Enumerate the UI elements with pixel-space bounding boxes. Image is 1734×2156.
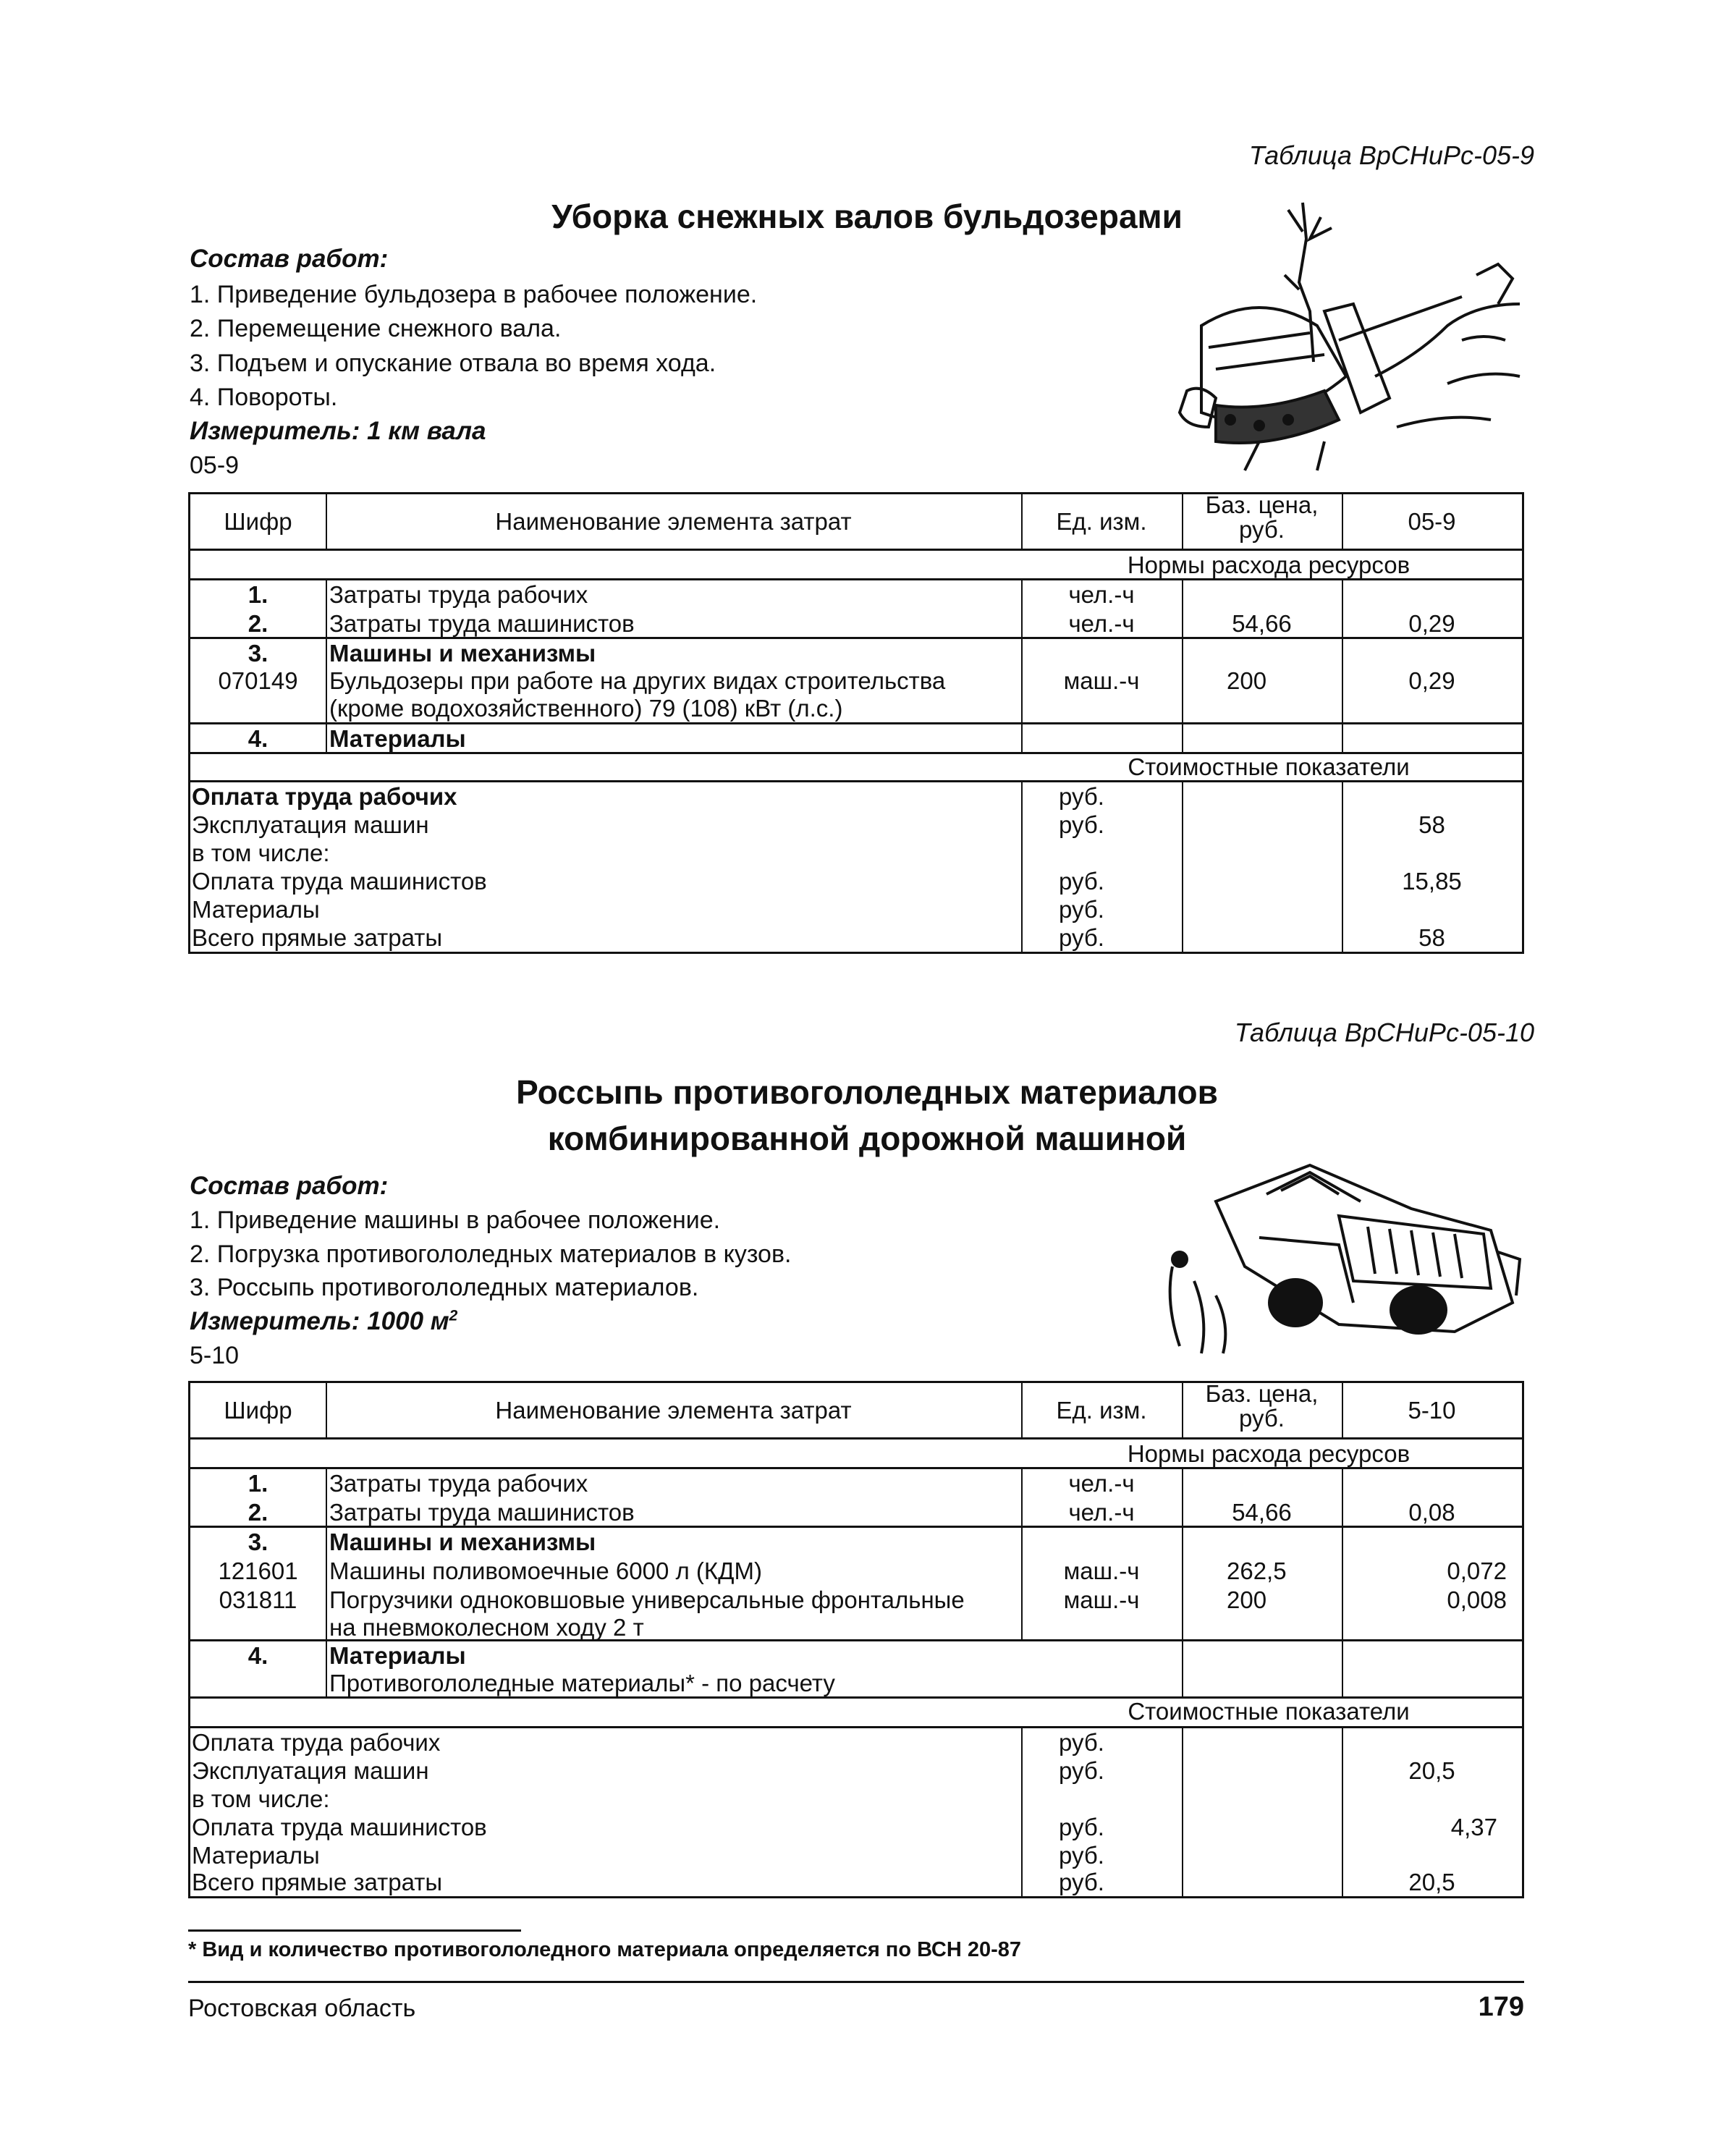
resource-table-5-10 <box>188 1381 1524 1898</box>
header-name: Наименование элемента затрат <box>495 508 852 535</box>
row-unit: чел.-ч <box>1068 610 1135 637</box>
cost-name: в том числе: <box>192 840 330 866</box>
row-value: 0,072 <box>1447 1557 1507 1584</box>
row-code: 031811 <box>219 1586 297 1613</box>
row-code: 3. <box>248 640 268 667</box>
table-row-materials <box>190 724 1522 754</box>
row-unit: маш.-ч <box>1063 1586 1140 1613</box>
row-name: Затраты труда рабочих <box>329 581 588 608</box>
row-name: Машины и механизмы <box>329 640 596 667</box>
footer-region: Ростовская область <box>188 1995 416 2022</box>
cost-rows <box>190 782 1522 952</box>
row-price: 200 <box>1227 1586 1267 1613</box>
row-name: Материалы <box>329 725 466 752</box>
work-item: 2. Перемещение снежного вала. <box>190 315 562 342</box>
row-value: 0,29 <box>1408 667 1455 694</box>
row-code: 1. <box>248 581 268 608</box>
section-title: Уборка снежных валов бульдозерами <box>551 198 1183 235</box>
cost-name: Оплата труда машинистов <box>192 868 487 895</box>
cost-unit: руб. <box>1059 896 1104 923</box>
row-unit: чел.-ч <box>1068 581 1135 608</box>
cost-value: 20,5 <box>1408 1869 1455 1895</box>
road-machine-illustration-icon <box>1151 1158 1527 1361</box>
work-item: 3. Подъем и опускание отвала во время хода. <box>190 350 716 377</box>
cost-unit: руб. <box>1059 1869 1104 1895</box>
cost-unit: руб. <box>1059 1757 1104 1784</box>
cost-name: Оплата труда машинистов <box>192 1814 487 1840</box>
row-price: 54,66 <box>1232 610 1292 637</box>
row-name: Погрузчики одноковшовые универсальные фронтальные <box>329 1586 965 1613</box>
row-name: Машины и механизмы <box>329 1529 596 1555</box>
header-code: Шифр <box>224 1397 292 1424</box>
row-name: Затраты труда рабочих <box>329 1470 588 1497</box>
section-code: 5-10 <box>190 1342 240 1369</box>
row-name: Затраты труда машинистов <box>329 610 635 637</box>
row-code: 3. <box>248 1529 268 1555</box>
cost-name: Всего прямые затраты <box>192 924 443 951</box>
header-value: 05-9 <box>1408 508 1456 535</box>
norms-caption: Нормы расхода ресурсов <box>1127 551 1411 578</box>
cost-unit: руб. <box>1059 811 1104 838</box>
measure-label: Измеритель: 1 км вала <box>190 417 486 445</box>
cost-caption: Стоимостные показатели <box>1128 753 1410 780</box>
header-base-price: Баз. цена, руб. <box>1205 491 1319 543</box>
cost-value: 15,85 <box>1402 868 1462 895</box>
row-name: Затраты труда машинистов <box>329 1499 635 1526</box>
row-price: 54,66 <box>1232 1499 1292 1526</box>
work-item: 1. Приведение машины в рабочее положение. <box>190 1206 721 1234</box>
header-base-price: Баз. цена, руб. <box>1205 1380 1319 1432</box>
cost-name: Оплата труда рабочих <box>192 783 457 810</box>
norms-caption: Нормы расхода ресурсов <box>1127 1440 1411 1467</box>
row-code: 4. <box>248 1642 268 1669</box>
resource-table-05-9 <box>188 492 1524 954</box>
table-row-group-machines <box>190 639 1522 724</box>
cost-rows <box>190 1728 1522 1896</box>
row-value: 0,08 <box>1408 1499 1455 1526</box>
table-header-row <box>190 491 1522 551</box>
table-row-group-machines <box>190 1528 1522 1641</box>
cost-unit: руб. <box>1059 1729 1104 1756</box>
cost-unit: руб. <box>1059 1814 1104 1840</box>
footnote: * Вид и количество противогололедного материала определяется по ВСН 20-87 <box>188 1938 1022 1961</box>
norms-caption-row <box>190 1440 1522 1469</box>
work-item: 2. Погрузка противогололедных материалов в кузов. <box>190 1240 792 1268</box>
row-code: 1. <box>248 1470 268 1497</box>
bulldozer-illustration-icon <box>1158 195 1534 485</box>
cost-name: Материалы <box>192 1842 320 1869</box>
row-code: 121601 <box>218 1557 298 1584</box>
cost-name: Материалы <box>192 896 320 923</box>
norms-caption-row <box>190 551 1522 580</box>
row-price: 262,5 <box>1227 1557 1287 1584</box>
row-value: 0,29 <box>1408 610 1455 637</box>
row-unit: маш.-ч <box>1063 1557 1140 1584</box>
work-item: 1. Приведение бульдозера в рабочее положение. <box>190 281 758 308</box>
table-header-row <box>190 1380 1522 1440</box>
row-name: Бульдозеры при работе на других видах строительства <box>329 667 946 694</box>
row-code: 2. <box>248 1499 268 1526</box>
cost-caption: Стоимостные показатели <box>1128 1698 1410 1725</box>
page-number: 179 <box>1478 1992 1524 2022</box>
cost-caption-row <box>190 754 1522 782</box>
section-code: 05-9 <box>190 452 240 479</box>
row-name: Противогололедные материалы* - по расчету <box>329 1670 835 1696</box>
row-value: 0,008 <box>1447 1586 1507 1613</box>
row-code: 070149 <box>218 667 298 694</box>
header-code: Шифр <box>224 508 292 535</box>
cost-value: 4,37 <box>1450 1814 1497 1840</box>
row-name: Машины поливомоечные 6000 л (КДМ) <box>329 1557 762 1584</box>
table-row-materials <box>190 1641 1522 1699</box>
cost-unit: руб. <box>1059 1842 1104 1869</box>
measure-label: Измеритель: 1000 $м^2$ <box>190 1307 458 1335</box>
header-unit: Ед. изм. <box>1056 1397 1147 1424</box>
footer-divider <box>188 1981 1524 1983</box>
table-row-group-labor <box>190 1469 1522 1528</box>
work-composition-heading: Состав работ: <box>190 1172 389 1200</box>
row-name-continued: на пневмоколесном ходу 2 т <box>329 1614 644 1641</box>
cost-unit: руб. <box>1059 868 1104 895</box>
header-value: 5-10 <box>1408 1397 1456 1424</box>
row-unit: маш.-ч <box>1063 667 1140 694</box>
table-row-group-labor <box>190 580 1522 639</box>
cost-caption-row <box>190 1699 1522 1728</box>
section-title-line-1: Россыпь противогололедных материалов <box>516 1073 1218 1111</box>
cost-name: Эксплуатация машин <box>192 811 429 838</box>
header-unit: Ед. изм. <box>1056 508 1147 535</box>
row-unit: чел.-ч <box>1068 1470 1135 1497</box>
cost-unit: руб. <box>1059 924 1104 951</box>
row-price: 200 <box>1227 667 1267 694</box>
footnote-divider <box>188 1929 521 1932</box>
row-code: 4. <box>248 725 268 752</box>
cost-value: 58 <box>1418 811 1445 838</box>
work-composition-heading: Состав работ: <box>190 245 389 273</box>
cost-name: Эксплуатация машин <box>192 1757 429 1784</box>
work-item: 4. Повороты. <box>190 384 338 411</box>
section-title-line-2: комбинированной дорожной машиной <box>547 1120 1187 1157</box>
row-code: 2. <box>248 610 268 637</box>
cost-unit: руб. <box>1059 783 1104 810</box>
header-name: Наименование элемента затрат <box>495 1397 852 1424</box>
row-name: Материалы <box>329 1642 466 1669</box>
table-label: Таблица ВрСНиРс-05-9 <box>1248 140 1534 170</box>
row-unit: чел.-ч <box>1068 1499 1135 1526</box>
cost-value: 20,5 <box>1408 1757 1455 1784</box>
row-name-continued: (кроме водохозяйственного) 79 (108) кВт (л.с.) <box>329 695 843 722</box>
cost-name: в том числе: <box>192 1785 330 1812</box>
cost-value: 58 <box>1418 924 1445 951</box>
table-label: Таблица ВрСНиРс-05-10 <box>1234 1018 1534 1047</box>
work-item: 3. Россыпь противогололедных материалов. <box>190 1274 699 1301</box>
cost-name: Всего прямые затраты <box>192 1869 443 1895</box>
cost-name: Оплата труда рабочих <box>192 1729 441 1756</box>
